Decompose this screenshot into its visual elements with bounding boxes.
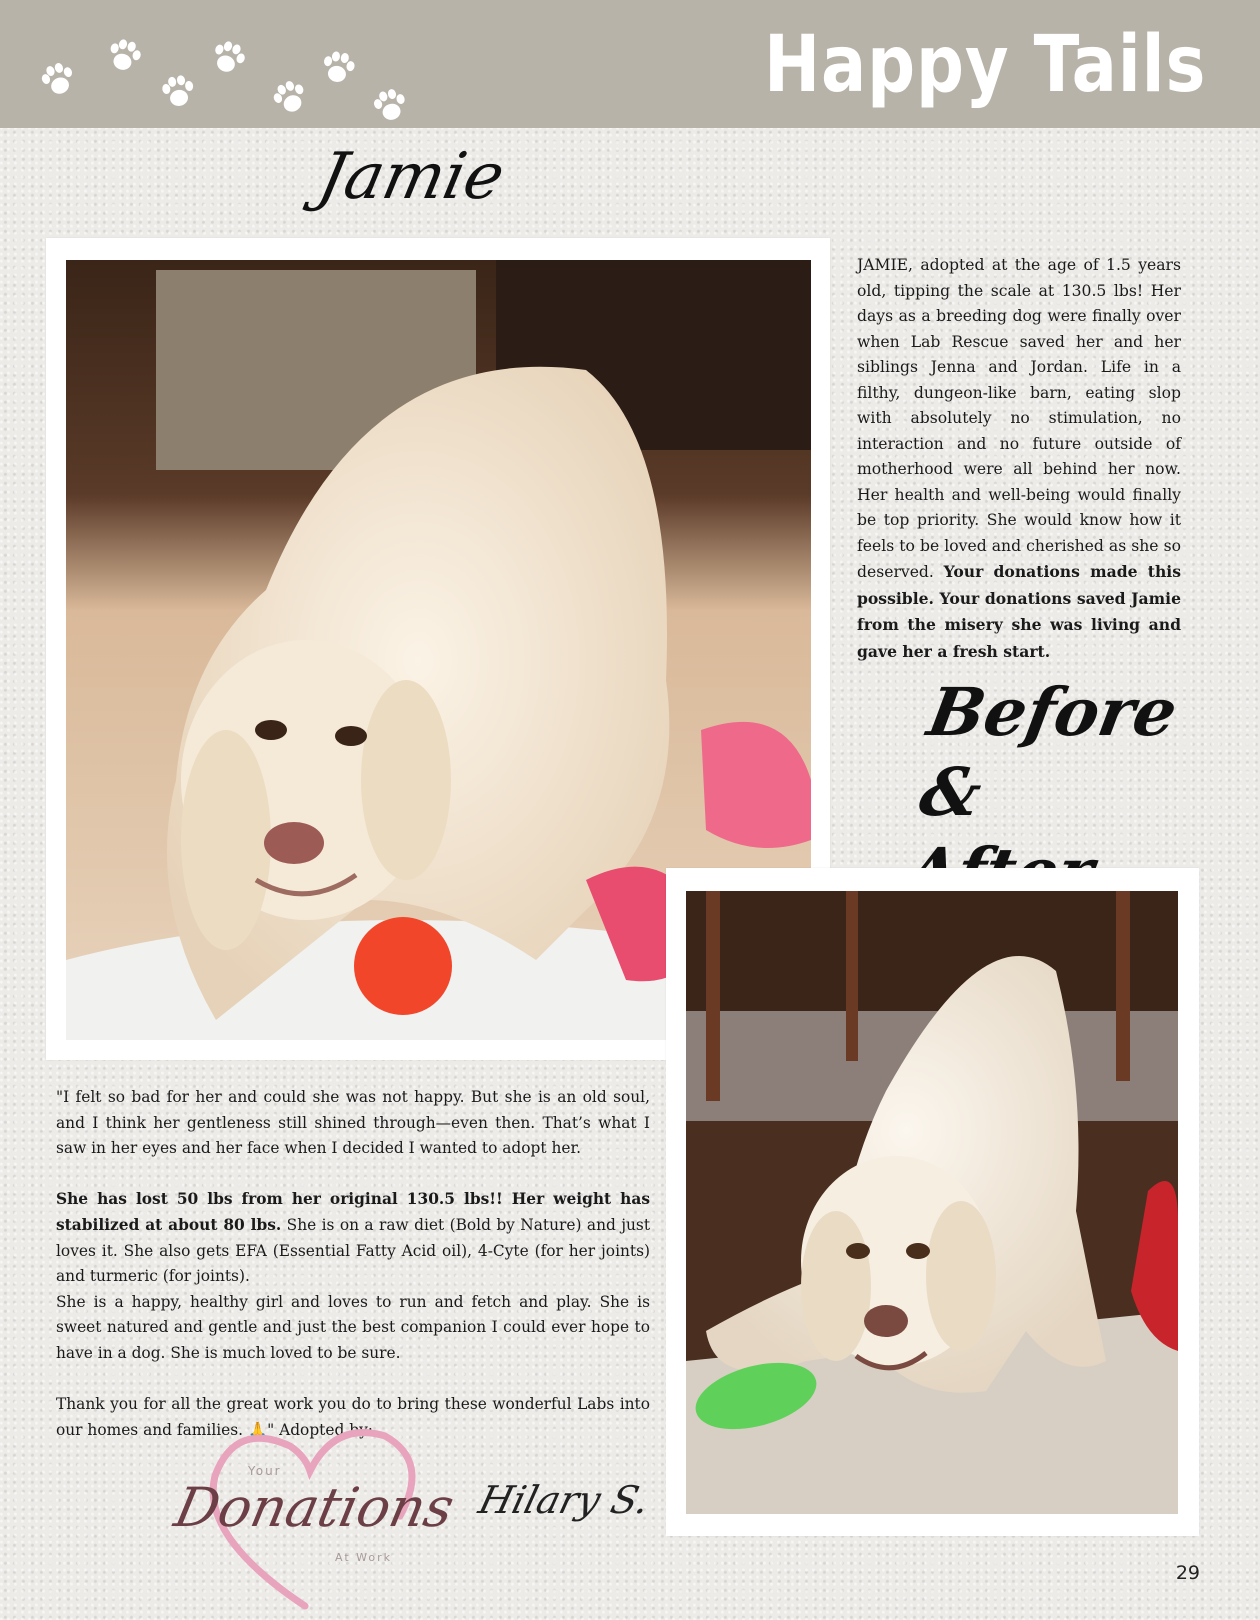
- quote-paragraph-4: Thank you for all the great work you do to bring these wonderful Labs into our homes and families. 🙏" Adopted by:: [56, 1395, 650, 1439]
- after-photo: [686, 891, 1178, 1514]
- quote-paragraph-3: She is a happy, healthy girl and loves to run and fetch and play. She is sweet natured and gentle and just the best companion I could ever hope to have in a dog. She is much loved to be sure.: [56, 1292, 650, 1362]
- page-number: 29: [1175, 1562, 1200, 1584]
- header-title: Happy Tails: [763, 20, 1206, 110]
- paw-prints-decoration: [0, 0, 440, 128]
- logo-top-text: Your: [248, 1464, 282, 1478]
- adopter-signature: Hilary S.: [474, 1478, 655, 1522]
- story-bold-text: Your donations made this possible. Your donations saved Jamie from the misery she was living and gave her a fresh start.: [857, 562, 1181, 661]
- donations-at-work-logo: [169, 1416, 460, 1616]
- before-after-line1: Before: [922, 673, 1183, 751]
- dog-name-heading: Jamie: [312, 140, 511, 214]
- quote-diet-text: She is on a raw diet (Bold by Nature) and just loves it. She also gets EFA (Essential Fatty Acid oil), 4-Cyte (for her joints) and turmeric (for joints).: [56, 1215, 650, 1286]
- story-paragraph: [857, 253, 1181, 665]
- before-after-line2: &: [914, 753, 988, 831]
- quote-weight-bold: She has lost 50 lbs from her original 130.5 lbs!! Her weight has stabilized at about 80 lbs.: [56, 1190, 650, 1234]
- quote-paragraph-2: [56, 1187, 650, 1289]
- quote-paragraph-1: "I felt so bad for her and could she was not happy. But she is an old soul, and I think her gentleness still shined through—even then. That’s what I saw in her eyes and her face when I decided I wanted to adopt her.: [56, 1088, 650, 1158]
- header-bar: [0, 0, 1260, 128]
- adopter-quote: [56, 1085, 650, 1443]
- logo-bottom-text: At Work: [335, 1551, 392, 1564]
- story-text: JAMIE, adopted at the age of 1.5 years old, tipping the scale at 130.5 lbs! Her days as a breeding dog were finally over when Lab Rescue saved her and her siblings Jenna and Jordan. Life in a filthy, dungeon-like barn, eating slop with absolutely no stimulation, no interaction and no future outside of motherhood were all behind her now. Her health and well-being would finally be top priority. She would know how it feels to be loved and cherished as she so deserved.: [857, 256, 1181, 581]
- logo-main-text: Donations: [169, 1476, 460, 1539]
